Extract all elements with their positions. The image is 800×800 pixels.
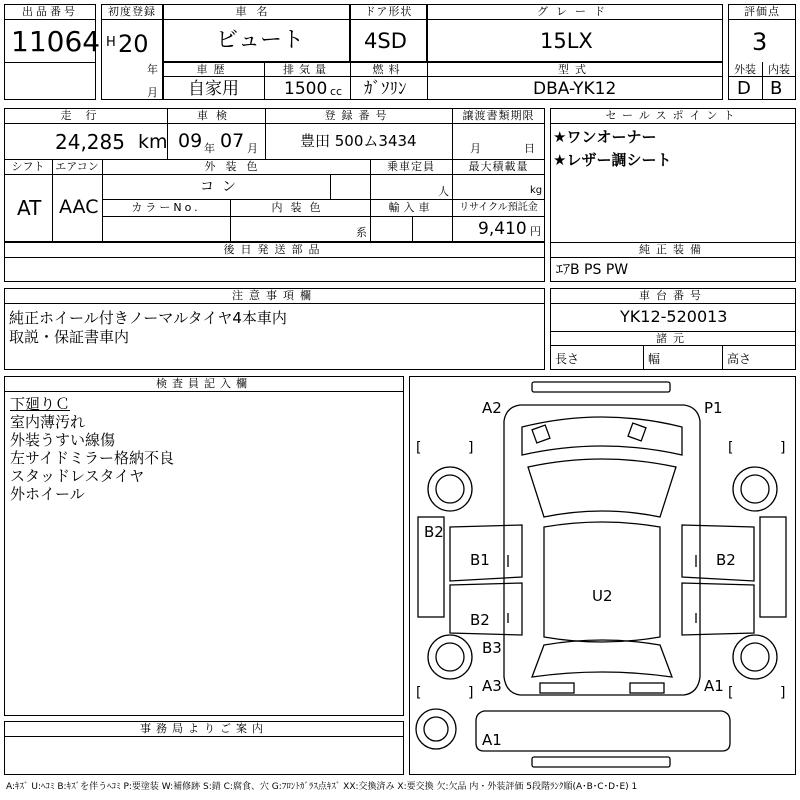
grade-value: 15LX bbox=[540, 29, 593, 53]
load-label: 最大積載量 bbox=[468, 160, 529, 173]
rear-light-left bbox=[540, 683, 574, 693]
chassis-number: YK12-520013 bbox=[620, 307, 728, 326]
transfer-day-unit: 日 bbox=[524, 142, 535, 155]
rear-left-wheel bbox=[428, 635, 472, 679]
mark-p1: P1 bbox=[704, 399, 723, 417]
reg-label: 初度登録 bbox=[108, 5, 156, 18]
color-value: コン bbox=[200, 179, 244, 195]
equip-value: ｴｱB PS PW bbox=[556, 262, 629, 278]
score-value: 3 bbox=[752, 28, 768, 56]
lot-number: 11064 bbox=[11, 25, 101, 58]
mark-b2-rear: B2 bbox=[470, 611, 490, 629]
reg-year-unit: 年 bbox=[147, 63, 158, 76]
car-name: ビュート bbox=[216, 28, 305, 53]
grade-label: グレード bbox=[537, 5, 613, 18]
shift-label: シフト bbox=[11, 160, 45, 173]
reg-month-unit: 月 bbox=[147, 86, 158, 99]
transfer-label: 譲渡書類期限 bbox=[462, 109, 535, 122]
front-bumper-top bbox=[532, 382, 670, 392]
spare-tire bbox=[416, 709, 456, 749]
svg-text:]: ] bbox=[468, 685, 474, 701]
front-left-wheel bbox=[428, 467, 472, 511]
svg-text:]: ] bbox=[780, 685, 786, 701]
inspection-label: 車検 bbox=[197, 109, 235, 122]
mark-a1-bumper: A1 bbox=[482, 731, 502, 749]
right-side-panel bbox=[760, 517, 786, 617]
fuel-label: 燃料 bbox=[372, 63, 405, 76]
details-grid bbox=[4, 108, 545, 242]
mark-b2-left: B2 bbox=[424, 523, 444, 541]
equip-label: 純正装備 bbox=[639, 243, 707, 256]
wiper-left bbox=[532, 425, 550, 443]
notice-label: 注意事項欄 bbox=[232, 289, 317, 302]
interior-color-label: 内装色 bbox=[271, 201, 329, 214]
history-label: 車歴 bbox=[196, 63, 231, 76]
spec-label: 諸元 bbox=[656, 332, 690, 345]
hood bbox=[528, 459, 676, 517]
inspector-line-5: スタッドレスタイヤ bbox=[10, 467, 145, 485]
rear-right-wheel bbox=[733, 635, 777, 679]
mileage-label: 走行 bbox=[60, 109, 111, 122]
inspector-notes bbox=[10, 395, 174, 503]
int-grade: B bbox=[770, 78, 783, 99]
mirror-bracket-right: [ bbox=[728, 440, 734, 456]
color-label: 外装色 bbox=[204, 160, 268, 173]
right-rear-door bbox=[682, 583, 754, 635]
inspector-label: 検査員記入欄 bbox=[156, 377, 252, 390]
model-label: 型式 bbox=[558, 63, 592, 76]
inspection-month: 07 bbox=[220, 130, 245, 152]
load-unit: kg bbox=[530, 185, 543, 196]
notice-line-1: 純正ホイール付きノーマルタイヤ4本車内 bbox=[9, 309, 287, 327]
mirror-bracket-left: [ bbox=[416, 440, 422, 456]
ac-value: AAC bbox=[59, 196, 99, 218]
rear-window bbox=[532, 640, 672, 677]
windshield bbox=[522, 417, 682, 455]
model-value: DBA-YK12 bbox=[533, 79, 617, 99]
fuel-value: ｶﾞｿﾘﾝ bbox=[364, 79, 407, 99]
recycle-label: リサイクル預託金 bbox=[459, 202, 538, 213]
svg-text:[: [ bbox=[416, 685, 422, 701]
mileage-unit: km bbox=[138, 131, 168, 153]
mark-a1-side: A1 bbox=[704, 677, 724, 695]
mark-u2: U2 bbox=[592, 587, 613, 605]
rear-bumper-bottom bbox=[532, 757, 670, 767]
roof bbox=[544, 522, 660, 642]
interior-color-unit: 系 bbox=[356, 226, 367, 239]
recycle-unit: 円 bbox=[530, 225, 541, 238]
inspector-line-6: 外ホイール bbox=[10, 485, 85, 503]
plate-value: 豊田 500ム3434 bbox=[300, 132, 417, 150]
legend: A:ｷｽﾞ U:ﾍｺﾐ B:ｷｽﾞを伴うﾍｺﾐ P:要塗装 W:補修跡 S:錆 C:腐食、穴 G:ﾌﾛﾝﾄｶﾞﾗｽ点ｷｽﾞ XX:交換済み X:要交換 欠:欠品 内・外装評価 5段階ﾗﾝｸ順(A･B･C･D･E) 1 bbox=[6, 782, 638, 792]
inspector-line-1: 下廻りＣ bbox=[10, 395, 71, 413]
wiper-right bbox=[628, 423, 646, 441]
score-label: 評価点 bbox=[744, 5, 780, 18]
rear-light-right bbox=[630, 683, 664, 693]
ac-label: エアコン bbox=[55, 160, 99, 173]
inspection-year-unit: 年 bbox=[204, 142, 215, 155]
car-body-outline bbox=[504, 405, 700, 695]
svg-text:]: ] bbox=[468, 440, 474, 456]
mark-a2: A2 bbox=[482, 399, 502, 417]
mark-b3: B3 bbox=[482, 639, 502, 657]
rear-bumper bbox=[476, 711, 730, 751]
inspection-month-unit: 月 bbox=[247, 142, 258, 155]
inspector-line-2: 室内薄汚れ bbox=[10, 413, 86, 431]
shift-value: AT bbox=[17, 196, 42, 220]
inspector-line-3: 外装うすい線傷 bbox=[10, 431, 116, 449]
lot-label: 出品番号 bbox=[22, 5, 78, 18]
front-right-wheel bbox=[733, 467, 777, 511]
notice-line-2: 取説・保証書車内 bbox=[9, 328, 130, 346]
car-diagram bbox=[409, 376, 796, 775]
int-label: 内装 bbox=[768, 63, 790, 76]
plate-label: 登録番号 bbox=[324, 109, 393, 122]
inspection-year: 09 bbox=[178, 130, 203, 152]
disp-label: 排気量 bbox=[283, 63, 331, 76]
height-label: 高さ bbox=[727, 352, 752, 366]
reg-era: H bbox=[106, 35, 116, 50]
mark-b1: B1 bbox=[470, 551, 490, 569]
later-parts-label: 後日発送部品 bbox=[223, 243, 326, 256]
inspector-line-4: 左サイドミラー格納不良 bbox=[10, 449, 174, 467]
ext-grade: D bbox=[737, 78, 751, 99]
disp-unit: cc bbox=[330, 85, 343, 98]
svg-text:]: ] bbox=[780, 440, 786, 456]
sales-point-1: ★ワンオーナー bbox=[553, 128, 657, 146]
transfer-month-unit: 月 bbox=[470, 142, 481, 155]
chassis-label: 車台番号 bbox=[639, 289, 707, 302]
sales-label: セールスポイント bbox=[605, 109, 741, 122]
name-label: 車名 bbox=[235, 5, 278, 18]
office-label: 事務局よりご案内 bbox=[140, 722, 268, 735]
length-label: 長さ bbox=[555, 352, 580, 366]
svg-text:[: [ bbox=[728, 685, 734, 701]
import-label: 輸入車 bbox=[388, 201, 434, 214]
history-value: 自家用 bbox=[188, 79, 239, 99]
mark-a3: A3 bbox=[482, 677, 502, 695]
color-no-label: カラーNo. bbox=[131, 201, 201, 214]
capacity-label: 乗車定員 bbox=[387, 160, 435, 173]
recycle-value: 9,410 bbox=[478, 219, 527, 239]
mark-b2-right: B2 bbox=[716, 551, 736, 569]
ext-label: 外装 bbox=[734, 63, 756, 76]
door-label: ドア形状 bbox=[364, 5, 413, 18]
door-type: 4SD bbox=[364, 29, 407, 53]
capacity-unit: 人 bbox=[438, 185, 449, 198]
width-label: 幅 bbox=[648, 352, 661, 366]
sales-point-2: ★レザー調シート bbox=[553, 151, 672, 169]
reg-year: 20 bbox=[118, 30, 149, 58]
disp-value: 1500 bbox=[284, 79, 328, 99]
mileage-value: 24,285 bbox=[55, 130, 125, 154]
